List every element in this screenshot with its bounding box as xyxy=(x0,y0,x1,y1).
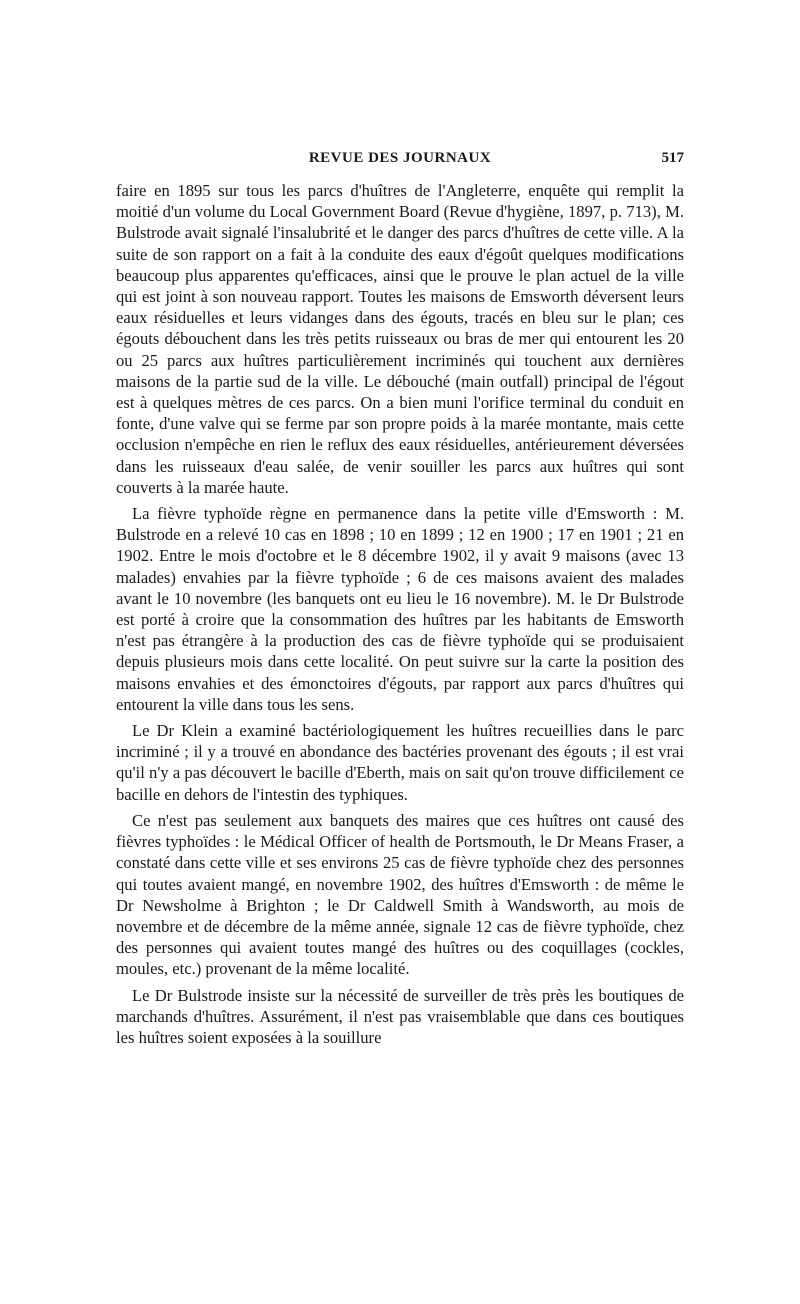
document-page xyxy=(116,150,684,1053)
paragraph-2: La fièvre typhoïde règne en permanence dans la petite ville d'Emsworth : M. Bulstrode en a relevé 10 cas en 1898 ; 10 en 1899 ; 12 en 1900 ; 17 en 1901 ; 21 en 1902. Entre le mois d'octobre et le 8 décembre 1902, il y avait 9 maisons (avec 13 malades) envahies par la fièvre typhoïde ; 6 de ces maisons avaient des malades avant le 10 novembre (les banquets ont eu lieu le 16 novembre). M. le Dr Bulstrode est porté à croire que la consommation des huîtres par les habitants de Emsworth n'est pas étrangère à la production des cas de fièvre typhoïde qui se produisaient depuis plusieurs mois dans cette localité. On peut suivre sur la carte la position des maisons envahies et des émonctoires d'égouts, par rapport aux parcs d'huîtres qui entourent la ville dans tous les sens. xyxy=(116,504,684,714)
paragraph-1: faire en 1895 sur tous les parcs d'huîtres de l'Angleterre, enquête qui remplit la moitié d'un volume du Local Government Board (Revue d'hygiène, 1897, p. 713), M. Bulstrode avait signalé l'insalubrité et le danger des parcs d'huîtres de cette ville. A la suite de son rapport on a fait à la conduite des eaux d'égoût quelques modifications beaucoup plus apparentes qu'efficaces, ainsi que le prouve le plan actuel de la ville qui est joint à son nouveau rapport. Toutes les maisons de Emsworth déversent leurs eaux résiduelles et leurs vidanges dans des égouts, tracés en bleu sur le plan; ces égouts débouchent dans les très petits ruisseaux ou bras de mer qui entourent les 20 ou 25 parcs aux huîtres particulièrement incriminés qui touchent aux dernières maisons de la partie sud de la ville. Le débouché (main outfall) principal de l'égout est à quelques mètres de ces parcs. On a bien muni l'orifice terminal du conduit en fonte, d'une valve qui se ferme par son propre poids à la marée montante, mais cette occlusion n'empêche en rien le reflux des eaux résiduelles, antérieurement déversées dans les ruisseaux d'eau salée, de venir souiller les parcs aux huîtres qui sont couverts à la marée haute. xyxy=(116,181,684,497)
page-number: 517 xyxy=(661,150,684,166)
running-header xyxy=(116,150,684,174)
paragraph-4: Ce n'est pas seulement aux banquets des maires que ces huîtres ont causé des fièvres typhoïdes : le Médical Officer of health de Portsmouth, le Dr Means Fraser, a constaté dans cette ville et ses environs 25 cas de fièvre typhoïde chez des personnes qui toutes avaient mangé, en novembre 1902, des huîtres d'Emsworth : de même le Dr Newsholme à Brighton ; le Dr Caldwell Smith à Wandsworth, au mois de novembre et de décembre de la même année, signale 12 cas de fièvre typhoïde, chez des personnes qui avaient toutes mangé des huîtres ou des coquillages (cockles, moules, etc.) provenant de la même localité. xyxy=(116,810,684,979)
paragraph-3: Le Dr Klein a examiné bactériologiquement les huîtres recueillies dans le parc incriminé ; il y a trouvé en abondance des bactéries provenant des égouts ; il est vrai qu'il n'y a pas découvert le bacille d'Eberth, mais on sait qu'on trouve difficilement ce bacille en dehors de l'intestin des typhiques. xyxy=(116,721,684,804)
paragraph-5: Le Dr Bulstrode insiste sur la nécessité de surveiller de très près les boutiques de marchands d'huîtres. Assurément, il n'est pas vraisemblable que dans ces boutiques les huîtres soient exposées à la souillure xyxy=(116,985,684,1047)
running-title: REVUE DES JOURNAUX xyxy=(308,150,492,166)
